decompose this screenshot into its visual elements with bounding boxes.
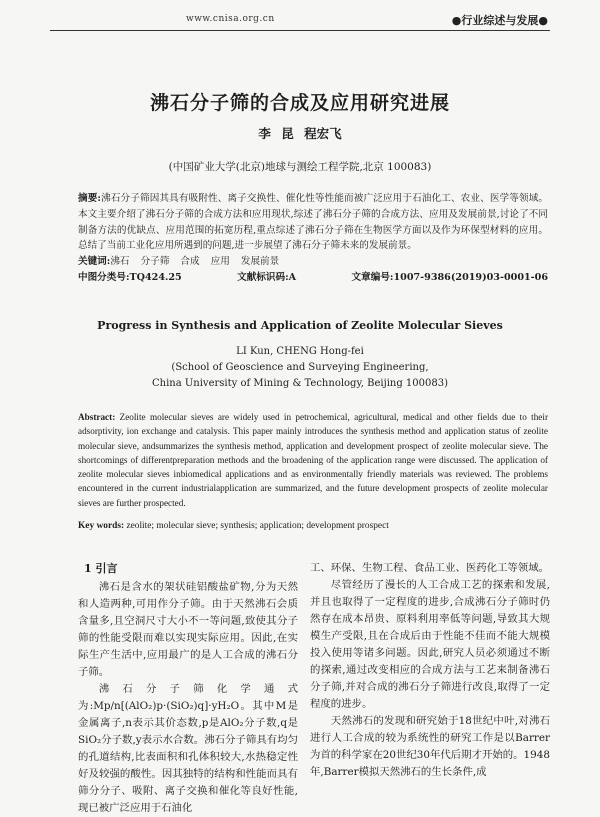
authors-cn: 李 昆 程宏飞 (258, 126, 342, 141)
keywords-en-text: zeolite; molecular sieve; synthesis; application; development prospect (124, 521, 389, 531)
authors-en: LI Kun, CHENG Hong-fei (236, 346, 364, 357)
abstract-cn-text: 沸石分子筛因其具有吸附性、离子交换性、催化性等性能而被广泛应用于石油化工、农业、医学等领域。本文主要介绍了沸石分子筛的合成方法和应用现状,综述了沸石分子筛的合成方法、应用及发展前景,讨论了不同制备方法的优缺点、应用范围的拓宽历程,重点综述了沸石分子筛在生物医学方面以及作为环保型材料的应用。总结了当前工业化应用所遇到的问题,进一步展望了沸石分子筛未来的发展前景。 (78, 193, 549, 252)
affiliation-en-line2: China University of Mining & Technology, Beijing 100083) (151, 378, 448, 389)
body-paragraph: 沸石是含水的架状硅铝酸盐矿物,分为天然和人造两种,可用作分子筛。由于天然沸石会质含量多,且空洞尺寸大小不一等问题,致使其分子筛的性能受限而难以实现实际应用。因此,在实际生产生活中,应用最广的是人工合成的沸石分子筛。 (78, 581, 298, 678)
body-paragraph: 尽管经历了漫长的人工合成工艺的探索和发展,并且也取得了一定程度的进步,合成沸石分子筛时仍然存在成本昂贵、原料利用率低等问题,导致其大规模生产受限,且在合成后由于性能不佳而不能大规模投入使用等诸多问题。因此,研究人员必须通过不断的探索,通过改变相应的合成方法与工艺来制备沸石分子筛,并对合成的沸石分子筛进行改良,取得了一定程度的进步。 (310, 579, 550, 710)
class-number: 中图分类号:TQ424.25 (78, 271, 182, 283)
keywords-cn-label: 关键词: (78, 256, 111, 268)
article-number: 文章编号:1007-9386(2019)03-0001-06 (351, 271, 548, 283)
body-paragraph: 天然沸石的发现和研究始于18世纪中叶,对沸石进行人工合成的较为系统性的研究工作是以Barrer为首的科学家在20世纪30年代后期才开始的。1948年,Barrer模拟天然沸石的生长条件,成 (310, 715, 550, 778)
meta-cn (78, 270, 548, 286)
abstract-cn (78, 191, 548, 254)
affiliation-en-line1: (School of Geoscience and Surveying Engineering, (171, 362, 429, 373)
header-rule (50, 30, 550, 31)
keywords-cn (78, 254, 548, 270)
header-section: ●行业综述与发展● (451, 14, 548, 27)
doc-code: 文献标识码:A (237, 271, 297, 283)
body-right-column (310, 560, 550, 781)
body-paragraph: 沸石分子筛化学通式为:Mp/n[(AlO₂)p·(SiO₂)q]·yH₂O。其中M是金属离子,n表示其价态数,p是AlO₂分子数,q是SiO₂分子数,y表示水合数。沸石分子筛具有均匀的孔道结构,比表面积和孔体积较大,水热稳定性好及较强的酸性。因其独特的结构和性能而具有筛分分子、吸附、离子交换和催化等良好性能,现已被广泛应用于石油化 (78, 683, 298, 814)
abstract-en-label: Abstract: (78, 412, 116, 422)
header-url: www.cnisa.org.cn (186, 14, 275, 24)
abstract-en-text: Zeolite molecular sieves are widely used in petrochemical, agricultural, medical and other fields due to their adsorptivity, ion exchange and catalysis. This paper mainly introduces the synthesis method and application status of zeolite molecular sieve, andsummarizes the synthesis method, application and development prospect of zeolite molecular sieve. The shortcomings of differentpreparation methods and the broadening of the application range were discussed. The application of zeolite molecular sieves inbiomedical applications and as environmentally friendly materials was reviewed. The problems encountered in the current industrialapplication are summarized, and the future development prospects of zeolite molecular sieves are further prospected. (78, 412, 548, 508)
body-paragraph: 工、环保、生物工程、食品工业、医药化工等领域。 (310, 562, 549, 574)
affiliation-cn: (中国矿业大学(北京)地球与测绘工程学院,北京 100083) (168, 161, 432, 173)
keywords-en-label: Key words: (78, 521, 125, 531)
title-en: Progress in Synthesis and Application of Zeolite Molecular Sieves (97, 319, 503, 332)
abstract-cn-block (78, 191, 548, 286)
keywords-en (78, 521, 548, 531)
keywords-cn-text: 沸石 分子筛 合成 应用 发展前景 (110, 256, 280, 268)
abstract-en (78, 410, 548, 510)
section-heading: 1 引言 (84, 562, 118, 575)
title-cn: 沸石分子筛的合成及应用研究进展 (149, 92, 450, 114)
body-left-column (78, 560, 298, 817)
abstract-cn-label: 摘要: (78, 193, 101, 204)
